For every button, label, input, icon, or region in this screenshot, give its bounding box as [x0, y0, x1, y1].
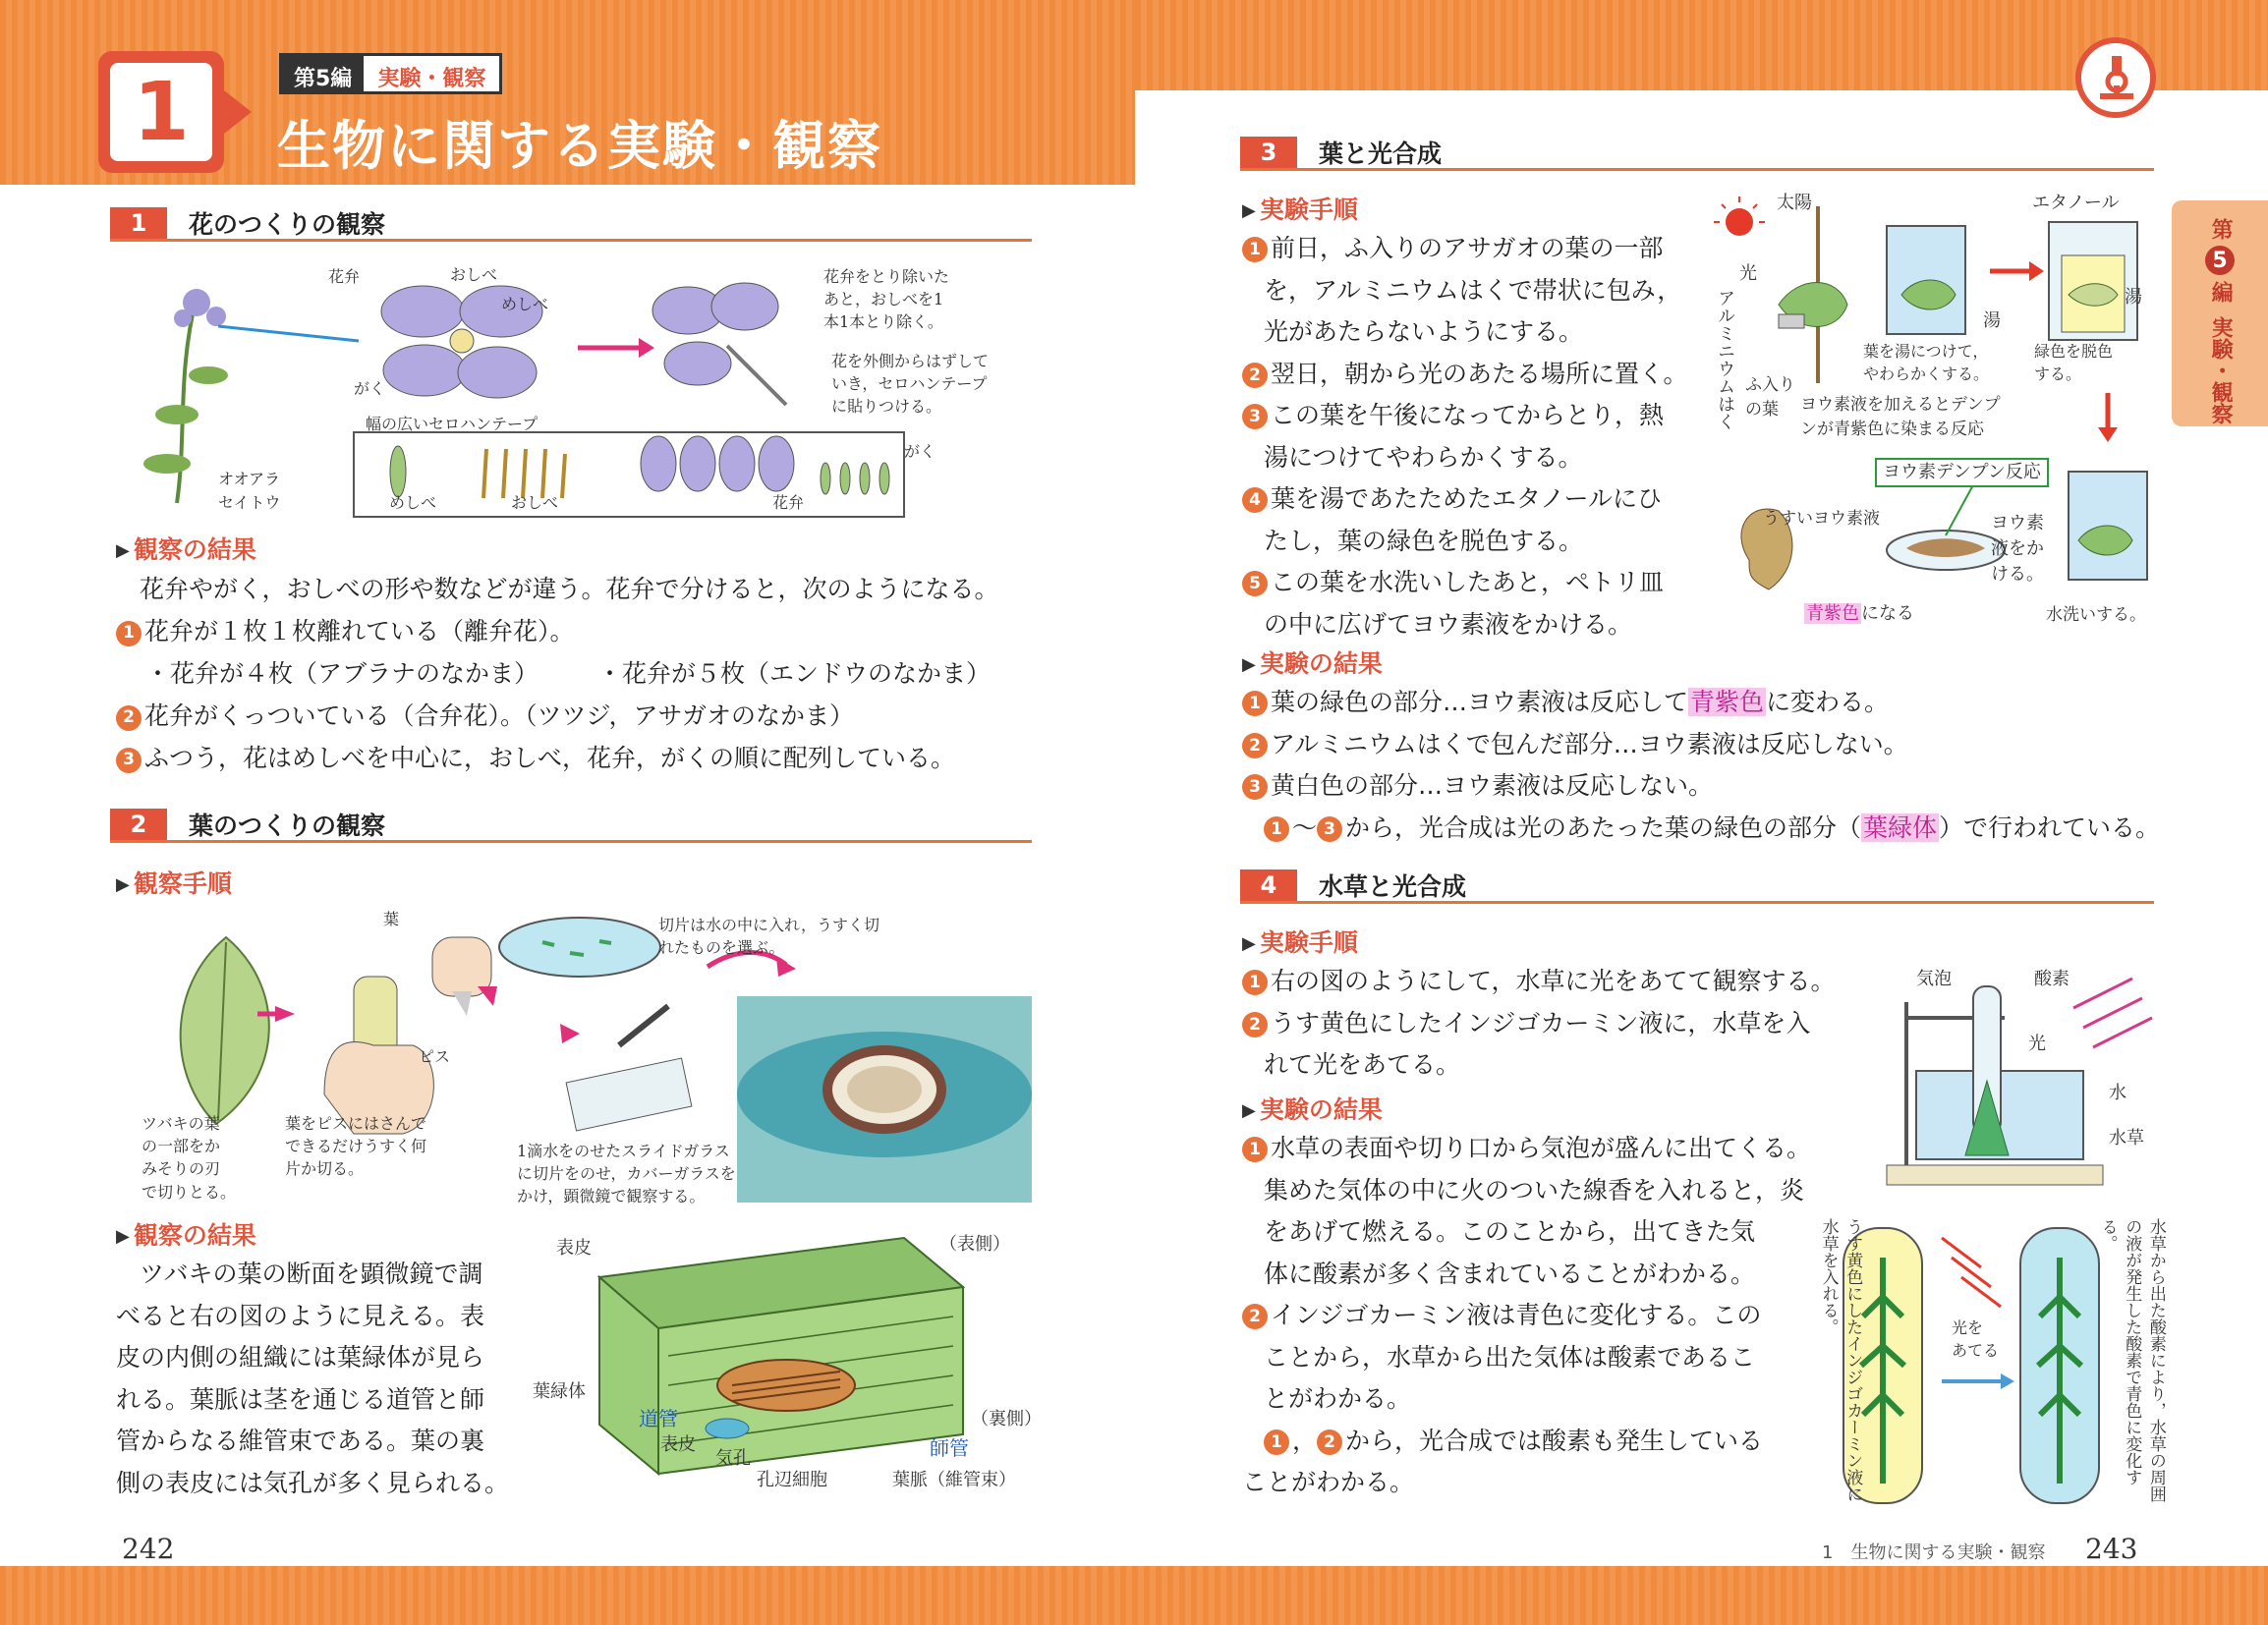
page-title: 生物に関する実験・観察	[277, 115, 882, 177]
circle-1-icon: 1	[116, 621, 142, 646]
section-4-result-heading: ▶ 実験の結果	[1242, 1091, 1383, 1126]
tape-label-petal: 花弁	[772, 493, 805, 512]
side-tab	[2172, 200, 2268, 426]
section-3-procedure-heading: ▶ 実験手順	[1242, 191, 1358, 226]
label-plant-1: オオアラ	[218, 470, 281, 488]
caption-decolor: 緑色を脱色 する。	[2034, 342, 2114, 384]
section-4-results: 1 水草の表面や切り口から気泡が盛んに出てくる。 集めた気体の中に火のついた線香を入れると，炎 をあげて燃える。このことから，出てきた気 体に酸素が多く含まれていることがわかる。 2 インジゴカーミン液は青色に変化する。この ことから，水草から出た気体は酸素であるこ とがわかる。 1 ， 2 から，光合成では酸素も発生している ことがわかる。	[1242, 1134, 1812, 1496]
section-4-title: 水草と光合成	[1319, 871, 1467, 901]
label-hot-water-2: 湯	[2125, 287, 2142, 308]
section-2-number: 2	[110, 809, 167, 840]
label-sun: 太陽	[1777, 193, 1812, 213]
label-pith: ピス	[419, 1047, 451, 1066]
circle-2-icon: 2	[116, 705, 142, 731]
label-xylem: 道管	[639, 1407, 678, 1430]
label-wash: 水洗いする。	[2046, 605, 2146, 625]
label-sepal: がく	[354, 379, 386, 398]
label-plant-2: セイトウ	[218, 493, 281, 512]
hen-label: 第5編	[282, 56, 364, 91]
label-iodine-starch-reaction: ヨウ素デンプン反応	[1875, 458, 2049, 487]
s1-result-line: 花弁が１枚１枚離れている（離弁花）。	[144, 617, 575, 645]
section-3-number: 3	[1240, 137, 1297, 168]
label-stamen: おしべ	[450, 265, 498, 284]
caption-water: 切片は水の中に入れ，うすく切 れたものを選ぶ。	[658, 916, 879, 958]
section-1-heading	[110, 206, 1032, 242]
caption-soften: 葉を湯につけて， やわらかくする。	[1863, 342, 1990, 384]
iodine-note: ヨウ素液を加えるとデンプ ンが青紫色に染まる反応	[1800, 395, 2001, 439]
hen-tag	[279, 53, 502, 94]
caption-slide: 1滴水をのせたスライドガラス に切片をのせ，カバーガラスを かけ，顕微鏡で観察する。	[517, 1142, 736, 1206]
s1-result-line: 花弁がくっついている（合弁花）。（ツツジ，アサガオのなかま）	[144, 701, 855, 730]
section-2-heading	[110, 808, 1032, 843]
label-foil: アルミニウムはく	[1715, 289, 1736, 430]
tape-label-stamen: おしべ	[511, 493, 559, 512]
label-back: （裏側）	[971, 1409, 1042, 1429]
caption-left-tube: うす黄色にしたインジゴカーミン液に水草を入れる。	[1818, 1218, 1863, 1502]
side-tab-num: 5	[2205, 246, 2235, 275]
label-water: 水	[2109, 1083, 2126, 1103]
section-1-result-heading: ▶ 観察の結果	[116, 531, 256, 566]
section-3-heading	[1240, 136, 2154, 171]
label-phloem: 師管	[930, 1436, 969, 1460]
label-becomes: になる	[1861, 603, 1914, 624]
label-put-light: 光を あてる	[1952, 1318, 2000, 1361]
caption-cut-leaf: ツバキの葉 の一部をか みそりの刃 で切りとる。	[142, 1114, 237, 1202]
caption-iodine-drop: ヨウ素 液をか ける。	[1991, 513, 2044, 586]
note-tape: 花を外側からはずして いき，セロハンテープ に貼りつける。	[831, 352, 990, 417]
label-front: （表側）	[939, 1234, 1010, 1255]
label-water-plant: 水草	[2109, 1128, 2144, 1149]
page-number-left: 242	[122, 1533, 175, 1565]
caption-right-tube: 水草から出た酸素により，水草の周囲の液が発生した酸素で青色に変化する。	[2097, 1218, 2166, 1502]
note-remove-petal: 花弁をとり除いた あと，おしべを1 本1本とり除く。	[823, 267, 950, 332]
label-blue-purple: 青紫色	[1806, 603, 1859, 624]
side-tab-top: 第	[2208, 218, 2234, 240]
side-tab-mid: 編	[2208, 281, 2234, 303]
label-ethanol: エタノール	[2032, 193, 2120, 213]
page-number-right: 243	[2085, 1533, 2138, 1565]
section-1-number: 1	[110, 207, 167, 239]
chapter-number: 1	[110, 63, 212, 161]
section-2-results: ツバキの葉の断面を顕微鏡で調 べると右の図のように見える。表 皮の内側の組織には葉緑体が見ら れる。葉脈は茎を通じる道管と師 管からなる維管束である。葉の裏 側の表皮には気孔が多く見られる。	[116, 1260, 510, 1497]
label-pistil: めしべ	[501, 295, 549, 313]
section-3-result-heading: ▶ 実験の結果	[1242, 644, 1383, 680]
label-guard-cell: 孔辺細胞	[757, 1470, 827, 1490]
label-hot-water: 湯	[1983, 310, 2001, 331]
label-tape: 幅の広いセロハンテープ	[366, 415, 539, 433]
label-stoma: 気孔	[715, 1448, 751, 1469]
label-vein: 葉脈（維管束）	[892, 1470, 1016, 1490]
s1-result-line: ふつう，花はめしべを中心に，おしべ，花弁，がくの順に配列している。	[144, 744, 956, 772]
running-title: 1 生物に関する実験・観察	[1822, 1542, 2046, 1563]
section-2-result-heading: ▶ 観察の結果	[116, 1216, 256, 1252]
section-4-number: 4	[1240, 869, 1297, 901]
chapter-badge	[98, 51, 224, 173]
s1-result-line: ・花弁が４枚（アブラナのなかま）	[145, 659, 539, 688]
label-epidermis-2: 表皮	[660, 1434, 696, 1455]
hen-title: 実験・観察	[377, 67, 486, 91]
label-light: 光	[1739, 263, 1757, 284]
section-1-title: 花のつくりの観察	[189, 209, 386, 239]
side-tab-label: 実験・観察	[2208, 316, 2234, 424]
section-4-procedure-heading: ▶ 実験手順	[1242, 924, 1358, 959]
footer-band	[0, 1566, 2268, 1625]
label-epidermis: 表皮	[556, 1238, 592, 1259]
tape-label-pistil: めしべ	[389, 493, 437, 512]
label-bubble: 気泡	[1916, 969, 1952, 989]
label-oxygen: 酸素	[2034, 969, 2070, 989]
label-variegated-leaf: ふ入りの葉	[1745, 375, 1795, 420]
section-3-procedure: 1 前日，ふ入りのアサガオの葉の一部 を，アルミニウムはくで帯状に包み， 光があたらないようにする。 2 翌日，朝から光のあたる場所に置く。 3 この葉を午後になってからとり，熱 湯につけてやわらかくする。 4 葉を湯であたためたエタノールにひ たし，葉の緑色を脱色する。 5 この葉を水洗いしたあと，ペトリ皿 の中に広げてヨウ素液をかける。	[1242, 228, 1704, 645]
section-1-results	[116, 568, 1059, 779]
label-petal: 花弁	[328, 267, 361, 286]
s1-result-line: 花弁やがく，おしべの形や数などが違う。花弁で分けると，次のようになる。	[140, 575, 999, 603]
section-3-results: 1 葉の緑色の部分…ヨウ素液は反応して青紫色に変わる。 2 アルミニウムはくで包んだ部分…ヨウ素液は反応しない。 3 黄白色の部分…ヨウ素液は反応しない。 1 〜 3 から，光合成は光のあたった葉の緑色の部分（葉緑体）で行われている。	[1242, 682, 2166, 849]
label-light-2: 光	[2028, 1034, 2046, 1054]
microscope-icon	[2075, 37, 2156, 118]
s1-result-line: ・花弁が５枚（エンドウのなかま）	[597, 659, 992, 688]
caption-slice: 葉をピスにはさんで できるだけうすく何 片か切る。	[285, 1114, 427, 1179]
section-2-title: 葉のつくりの観察	[189, 811, 386, 840]
label-thin-iodine: うすいヨウ素液	[1763, 509, 1880, 529]
label-chloroplast: 葉緑体	[533, 1381, 586, 1402]
circle-3-icon: 3	[116, 748, 142, 773]
section-2-procedure-heading: ▶ 観察手順	[116, 865, 232, 900]
section-4-procedure: 1 右の図のようにして，水草に光をあてて観察する。 2 うす黄色にしたインジゴカーミン液に，水草を入 れて光をあてる。	[1242, 961, 1871, 1087]
section-3-title: 葉と光合成	[1319, 139, 1443, 168]
label-leaf: 葉	[383, 910, 400, 928]
section-4-heading	[1240, 869, 2154, 904]
tape-label-sepal: がく	[904, 442, 936, 461]
